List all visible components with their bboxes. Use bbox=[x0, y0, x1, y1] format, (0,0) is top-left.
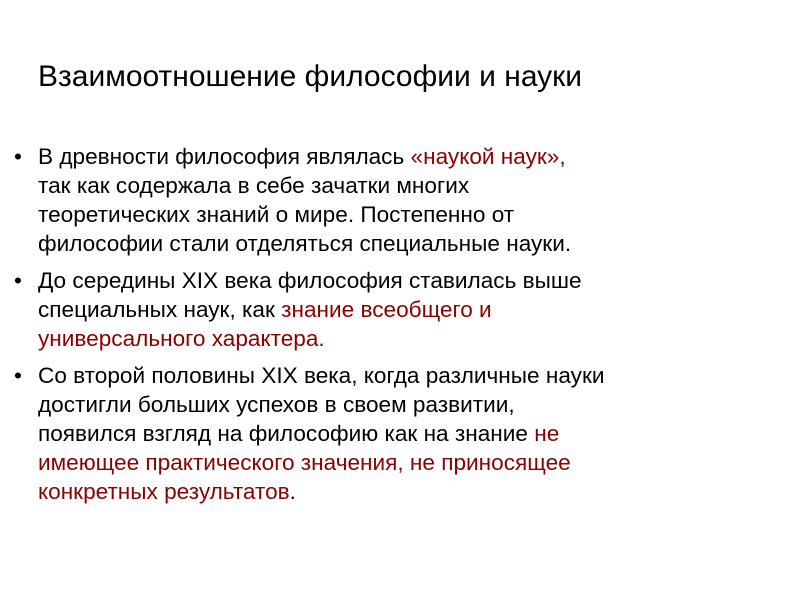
text-plain: В древности философия являлась bbox=[38, 144, 411, 169]
text-plain: так как содержала в себе зачатки многих bbox=[38, 173, 470, 198]
text-highlight: знание всеобщего и bbox=[281, 297, 492, 322]
bullet-list bbox=[0, 142, 740, 514]
text-plain: Со второй половины XIX века, когда различные науки bbox=[38, 363, 605, 388]
text-line bbox=[38, 171, 740, 200]
text-plain: До середины XIX века философия ставилась выше bbox=[38, 268, 582, 293]
bullet-dot-icon: • bbox=[14, 268, 22, 293]
bullet-item bbox=[0, 142, 740, 258]
bullet-dot-icon: • bbox=[14, 144, 22, 169]
text-line bbox=[38, 361, 740, 390]
text-line bbox=[38, 324, 740, 353]
text-plain: достигли больших успехов в своем развитии, bbox=[38, 392, 515, 417]
text-plain: философии стали отделяться специальные науки. bbox=[38, 231, 572, 256]
text-plain: появился взгляд на философию как на знание bbox=[38, 421, 535, 446]
text-plain: специальных наук, как bbox=[38, 297, 282, 322]
text-line bbox=[38, 419, 740, 448]
bullet-dot-icon: • bbox=[14, 363, 22, 388]
text-line bbox=[38, 142, 740, 171]
text-line bbox=[38, 200, 740, 229]
text-line bbox=[38, 295, 740, 324]
bullet-item bbox=[0, 361, 740, 506]
text-highlight: универсального характера. bbox=[38, 326, 325, 351]
text-line bbox=[38, 477, 740, 506]
bullet-item bbox=[0, 266, 740, 353]
text-line bbox=[38, 448, 740, 477]
text-highlight: конкретных результатов bbox=[38, 479, 290, 504]
text-highlight: «наукой наук», bbox=[410, 144, 566, 169]
text-highlight: имеющее практического значения, не приносящее bbox=[38, 450, 571, 475]
text-line bbox=[38, 229, 740, 258]
text-plain: . bbox=[289, 479, 296, 504]
slide-title: Взаимоотношение философии и науки bbox=[38, 60, 583, 93]
text-highlight: не bbox=[534, 421, 560, 446]
text-line bbox=[38, 266, 740, 295]
text-plain: теоретических знаний о мире. Постепенно от bbox=[38, 202, 515, 227]
text-line bbox=[38, 390, 740, 419]
